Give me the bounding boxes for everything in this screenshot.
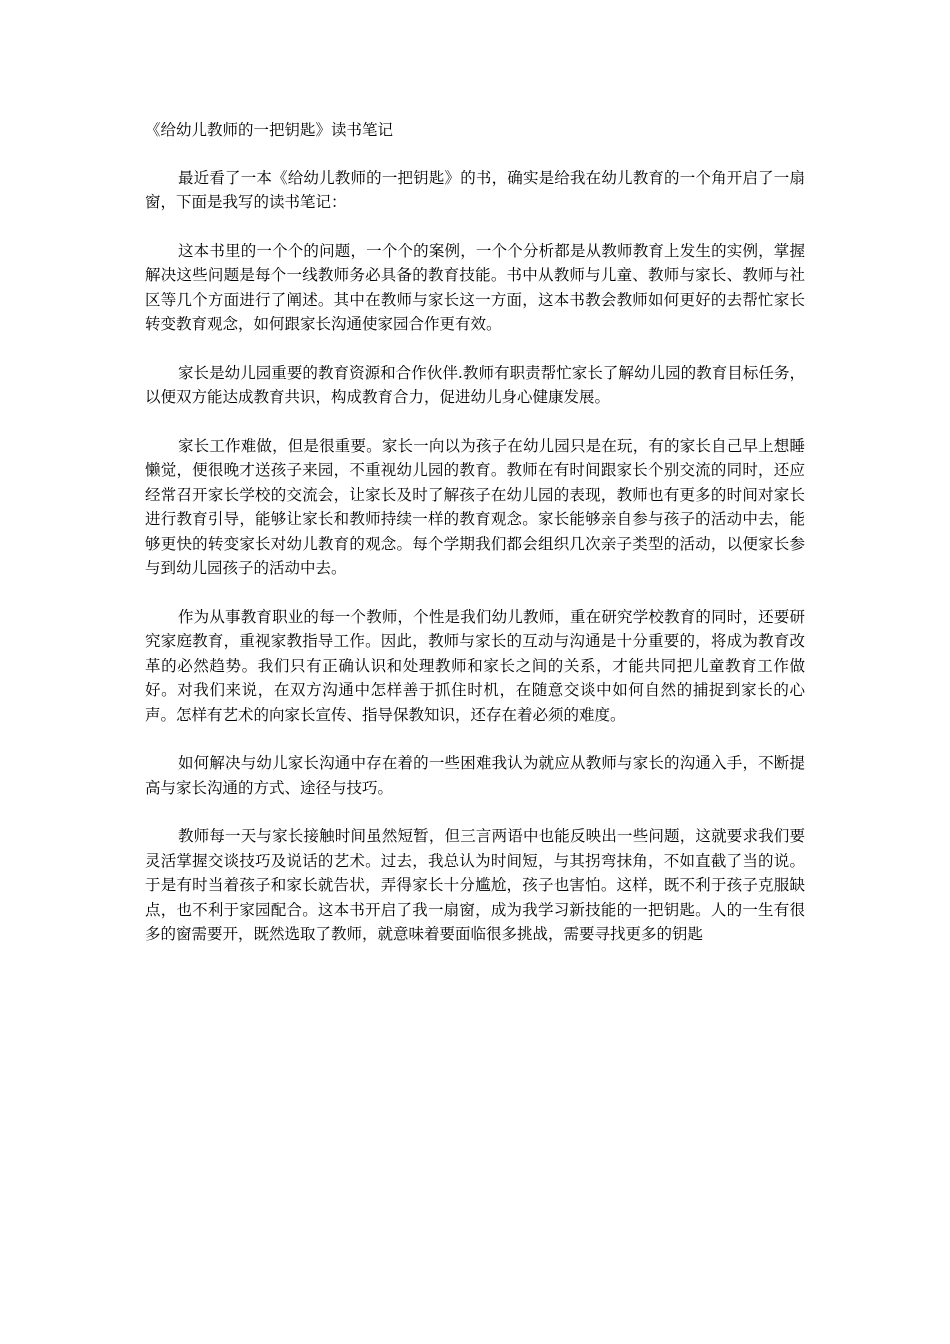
document-page [145,118,805,947]
paragraph-conclusion: 教师每一天与家长接触时间虽然短暂，但三言两语中也能反映出一些问题，这就要求我们要灵活掌握交谈技巧及说话的艺术。过去，我总认为时间短，与其拐弯抹角，不如直截了当的说。于是有时当着孩子和家长就告状，弄得家长十分尴尬，孩子也害怕。这样，既不利于孩子克服缺点，也不利于家园配合。这本书开启了我一扇窗，成为我学习新技能的一把钥匙。人的一生有很多的窗需要开，既然选取了教师，就意味着要面临很多挑战，需要寻找更多的钥匙 [145,827,805,943]
paragraph-parents-resource: 家长是幼儿园重要的教育资源和合作伙伴.教师有职责帮忙家长了解幼儿园的教育目标任务，以便双方能达成教育共识，构成教育合力，促进幼儿身心健康发展。 [145,363,805,406]
paragraph-communication: 如何解决与幼儿家长沟通中存在着的一些困难我认为就应从教师与家长的沟通入手，不断提高与家长沟通的方式、途径与技巧。 [145,754,805,797]
paragraph-book-content: 这本书里的一个个的问题，一个个的案例，一个个分析都是从教师教育上发生的实例，掌握解决这些问题是每个一线教师务必具备的教育技能。书中从教师与儿童、教师与家长、教师与社区等几个方面进行了阐述。其中在教师与家长这一方面，这本书教会教师如何更好的去帮忙家长转变教育观念，如何跟家长沟通使家园合作更有效。 [145,241,805,333]
paragraph-parent-work: 家长工作难做，但是很重要。家长一向以为孩子在幼儿园只是在玩，有的家长自己早上想睡懒觉，便很晚才送孩子来园，不重视幼儿园的教育。教师在有时间跟家长个别交流的同时，还应经常召开家长学校的交流会，让家长及时了解孩子在幼儿园的表现，教师也有更多的时间对家长进行教育引导，能够让家长和教师持续一样的教育观念。家长能够亲自参与孩子的活动中去，能够更快的转变家长对幼儿教育的观念。每个学期我们都会组织几次亲子类型的活动，以便家长参与到幼儿园孩子的活动中去。 [145,436,805,577]
document-title: 《给幼儿教师的一把钥匙》读书笔记 [145,121,394,139]
paragraph-teacher-role: 作为从事教育职业的每一个教师，个性是我们幼儿教师，重在研究学校教育的同时，还要研究家庭教育，重视家教指导工作。因此，教师与家长的互动与沟通是十分重要的，将成为教育改革的必然趋势。我们只有正确认识和处理教师和家长之间的关系，才能共同把儿童教育工作做好。对我们来说，在双方沟通中怎样善于抓住时机，在随意交谈中如何自然的捕捉到家长的心声。怎样有艺术的向家长宣传、指导保教知识，还存在着必须的难度。 [145,607,805,724]
paragraph-intro: 最近看了一本《给幼儿教师的一把钥匙》的书，确实是给我在幼儿教育的一个角开启了一扇窗，下面是我写的读书笔记： [145,168,805,211]
